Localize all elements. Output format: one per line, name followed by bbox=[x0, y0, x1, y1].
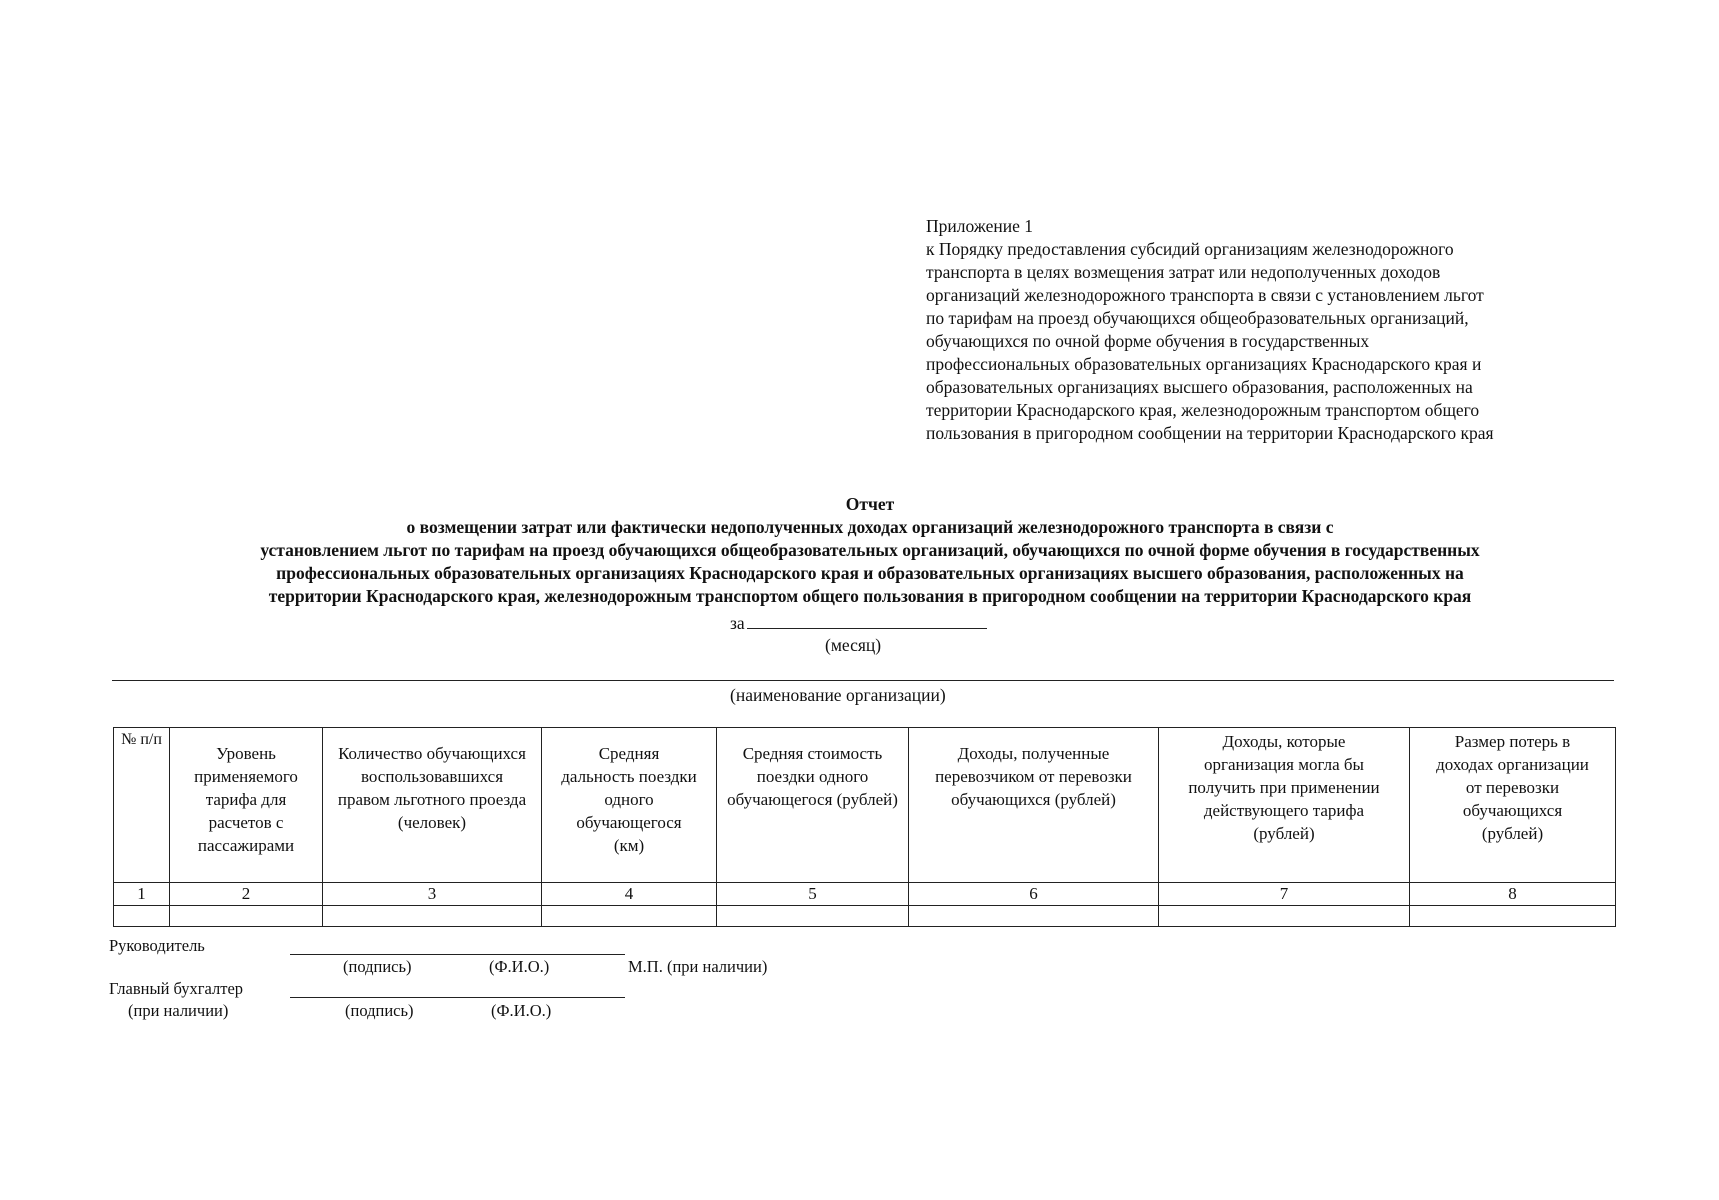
head-signature-caption: (подпись) bbox=[343, 957, 412, 976]
appendix-line: пользования в пригородном сообщении на территории Краснодарского края bbox=[926, 423, 1494, 443]
accountant-name-caption: (Ф.И.О.) bbox=[491, 1001, 552, 1020]
column-header: № п/п bbox=[114, 728, 170, 883]
appendix-line: организаций железнодорожного транспорта в связи с установлением льгот bbox=[926, 285, 1484, 305]
appendix-line: к Порядку предоставления субсидий организациям железнодорожного bbox=[926, 239, 1454, 259]
table-cell bbox=[323, 906, 542, 927]
column-number-cell: 1 bbox=[114, 883, 170, 906]
accountant-label: Главный бухгалтер bbox=[109, 979, 244, 998]
appendix-line: профессиональных образовательных организациях Краснодарского края и bbox=[926, 354, 1482, 374]
period-prefix: за bbox=[730, 613, 745, 633]
accountant-signature-line bbox=[290, 997, 625, 998]
column-header: Уровень применяемого тарифа для расчетов с пассажирами bbox=[170, 728, 323, 883]
period-field bbox=[730, 612, 987, 634]
column-header: Количество обучающихся воспользовавшихся правом льготного проезда (человек) bbox=[323, 728, 542, 883]
head-label: Руководитель bbox=[109, 936, 205, 955]
organization-blank-line bbox=[112, 680, 1614, 681]
column-number-cell: 7 bbox=[1159, 883, 1410, 906]
period-caption: (месяц) bbox=[825, 635, 882, 655]
report-subtitle-line: территории Краснодарского края, железнодорожным транспортом общего пользования в пригородном сообщении на территории Краснодарского края bbox=[268, 586, 1472, 606]
organization-caption: (наименование организации) bbox=[730, 685, 946, 705]
column-number-cell: 8 bbox=[1410, 883, 1616, 906]
column-header: Доходы, полученные перевозчиком от перевозки обучающихся (рублей) bbox=[909, 728, 1159, 883]
table-cell bbox=[909, 906, 1159, 927]
column-number-cell: 2 bbox=[170, 883, 323, 906]
table-cell bbox=[717, 906, 909, 927]
table-cell bbox=[1410, 906, 1616, 927]
head-name-caption: (Ф.И.О.) bbox=[489, 957, 550, 976]
appendix-line: территории Краснодарского края, железнодорожным транспортом общего bbox=[926, 400, 1480, 420]
column-header: Размер потерь в доходах организации от перевозки обучающихся (рублей) bbox=[1410, 728, 1616, 883]
period-blank-line bbox=[747, 612, 987, 629]
column-number-cell: 6 bbox=[909, 883, 1159, 906]
report-table bbox=[113, 727, 1616, 927]
appendix-line: по тарифам на проезд обучающихся общеобразовательных организаций, bbox=[926, 308, 1469, 328]
table-cell bbox=[1159, 906, 1410, 927]
report-subtitle-line: профессиональных образовательных организациях Краснодарского края и образовательных организациях высшего образования, расположенных на bbox=[276, 563, 1464, 583]
accountant-signature-caption: (подпись) bbox=[345, 1001, 414, 1020]
column-number-cell: 3 bbox=[323, 883, 542, 906]
column-header: Средняя дальность поездки одного обучающегося (км) bbox=[542, 728, 717, 883]
report-title: Отчет bbox=[845, 494, 895, 514]
head-signature-line bbox=[290, 954, 625, 955]
column-number-cell: 5 bbox=[717, 883, 909, 906]
accountant-note: (при наличии) bbox=[128, 1001, 229, 1020]
table-cell bbox=[542, 906, 717, 927]
table-cell bbox=[114, 906, 170, 927]
column-header: Доходы, которые организация могла бы получить при применении действующего тарифа (рублей) bbox=[1159, 728, 1410, 883]
appendix-line: обучающихся по очной форме обучения в государственных bbox=[926, 331, 1370, 351]
appendix-header bbox=[926, 215, 1646, 445]
report-title-block bbox=[110, 493, 1630, 608]
appendix-line: транспорта в целях возмещения затрат или недополученных доходов bbox=[926, 262, 1441, 282]
column-number-row bbox=[114, 883, 1616, 906]
stamp-caption: М.П. (при наличии) bbox=[628, 957, 768, 976]
appendix-line: образовательных организациях высшего образования, расположенных на bbox=[926, 377, 1473, 397]
table-row bbox=[114, 906, 1616, 927]
column-header: Средняя стоимость поездки одного обучающегося (рублей) bbox=[717, 728, 909, 883]
report-subtitle-line: о возмещении затрат или фактически недополученных доходах организаций железнодорожного транспорта в связи с bbox=[406, 517, 1334, 537]
appendix-line: Приложение 1 bbox=[926, 216, 1034, 236]
table-header-row bbox=[114, 728, 1616, 883]
report-subtitle-line: установлением льгот по тарифам на проезд обучающихся общеобразовательных организаций, обучающихся по очной форме обучения в государственных bbox=[260, 540, 1480, 560]
column-number-cell: 4 bbox=[542, 883, 717, 906]
table-cell bbox=[170, 906, 323, 927]
